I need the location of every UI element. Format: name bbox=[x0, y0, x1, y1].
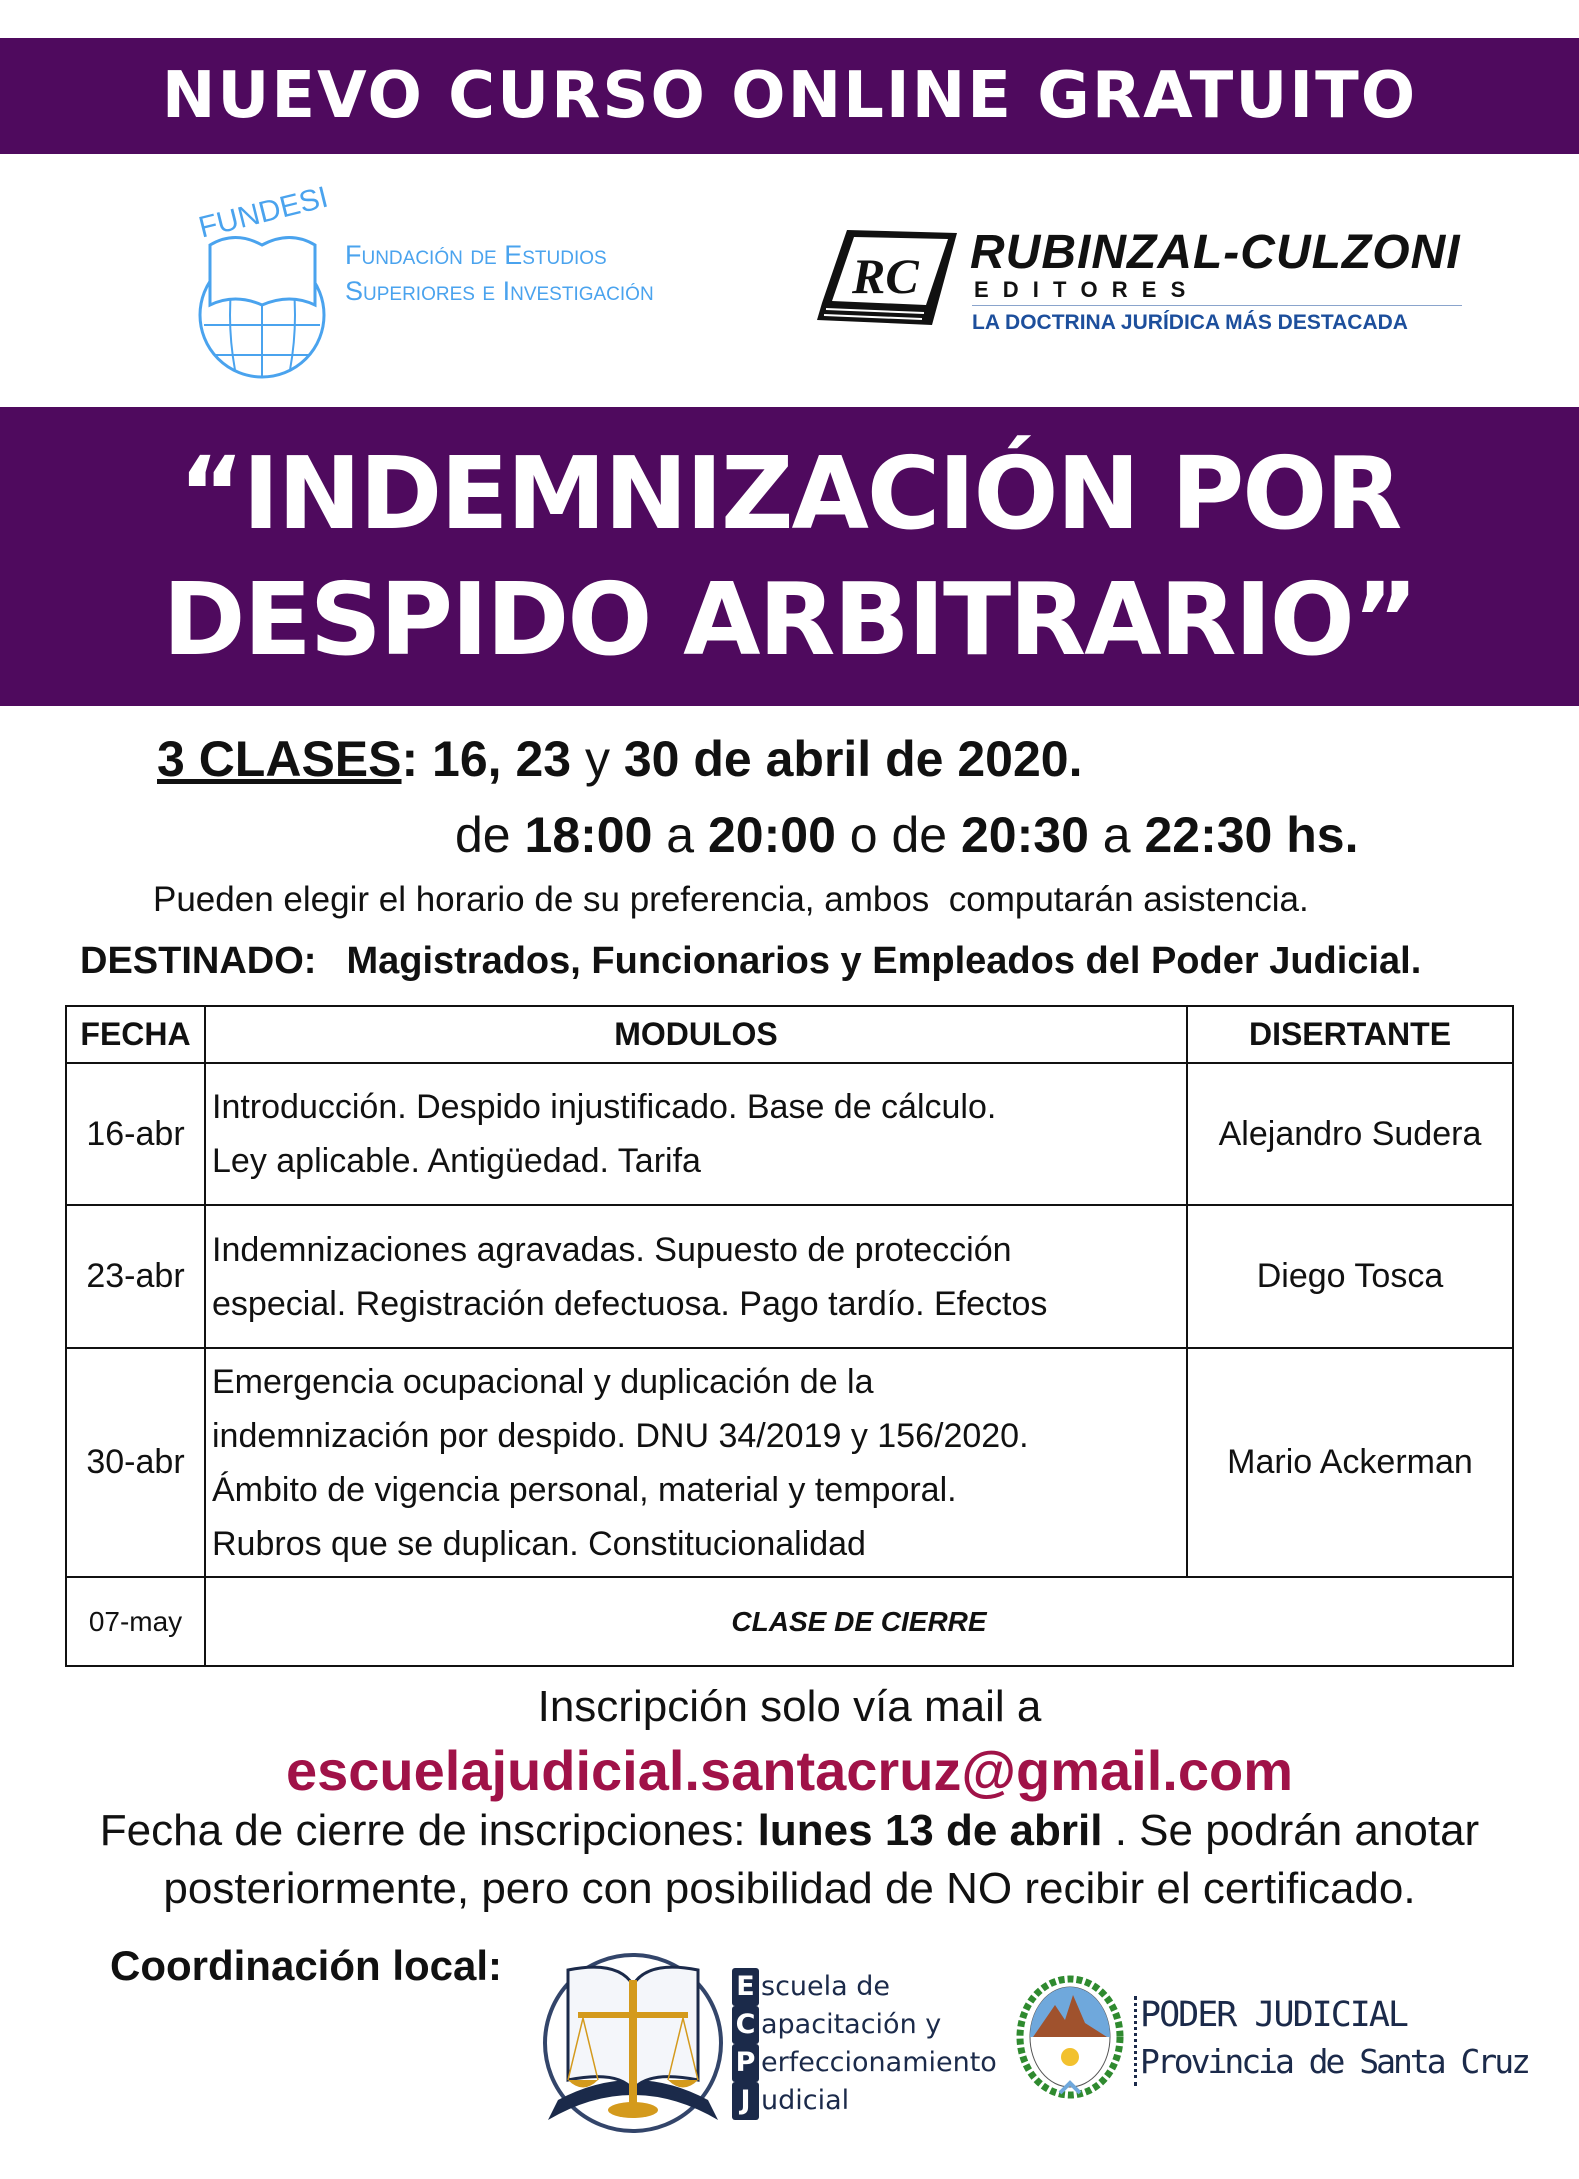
ecpj-line: C apacitación y bbox=[732, 2006, 997, 2044]
poder-judicial-title: PODER JUDICIAL bbox=[1140, 1995, 1408, 2035]
target-label: DESTINADO: bbox=[80, 940, 317, 982]
row-speaker: Diego Tosca bbox=[1187, 1205, 1513, 1348]
coordination-label: Coordinación local: bbox=[110, 1942, 503, 1989]
t-a1: a bbox=[652, 807, 708, 863]
ecpj-line: P erfeccionamiento bbox=[732, 2044, 997, 2082]
top-banner: NUEVO CURSO ONLINE GRATUITO bbox=[0, 38, 1579, 154]
poder-judicial-province: Provincia de Santa Cruz bbox=[1140, 2042, 1528, 2081]
table-row bbox=[66, 1063, 1513, 1205]
t-o: o de bbox=[835, 807, 961, 863]
row-date: 23-abr bbox=[66, 1205, 205, 1348]
module-line: Introducción. Despido injustificado. Base de cálculo. bbox=[212, 1088, 997, 1126]
dates-b: 30 de abril de 2020. bbox=[609, 731, 1083, 787]
registration-email[interactable]: escuelajudicial.santacruz@gmail.com bbox=[286, 1739, 1293, 1802]
deadline-c: . Se podrán anotar bbox=[1102, 1806, 1480, 1855]
dates-line bbox=[157, 730, 1082, 788]
time-2: 20:00 bbox=[708, 807, 836, 863]
time-4: 22:30 hs. bbox=[1144, 807, 1359, 863]
row-date: 16-abr bbox=[66, 1063, 205, 1205]
time-1: 18:00 bbox=[524, 807, 653, 863]
ecpj-wordmark bbox=[732, 1968, 997, 2120]
module-line: Ley aplicable. Antigüedad. Tarifa bbox=[212, 1142, 701, 1180]
svg-text:RC: RC bbox=[852, 248, 919, 304]
modules-table bbox=[65, 1005, 1514, 1667]
title-line-1: “INDEMNIZACIÓN POR bbox=[178, 435, 1401, 552]
row-speaker: Alejandro Sudera bbox=[1187, 1063, 1513, 1205]
deadline-line bbox=[0, 1806, 1579, 1856]
ecpj-line: J udicial bbox=[732, 2082, 997, 2120]
dates-y: y bbox=[584, 731, 610, 787]
row-speaker: Mario Ackerman bbox=[1187, 1348, 1513, 1577]
closing-date: 07-may bbox=[66, 1577, 205, 1666]
module-line: Rubros que se duplican. Constitucionalidad bbox=[212, 1524, 866, 1563]
table-row bbox=[66, 1348, 1513, 1577]
target-audience: Magistrados, Funcionarios y Empleados del Poder Judicial. bbox=[346, 940, 1422, 982]
fundesi-logo bbox=[190, 175, 750, 385]
closing-row bbox=[66, 1577, 1513, 1666]
row-date: 30-abr bbox=[66, 1348, 205, 1577]
table-header bbox=[66, 1006, 1513, 1063]
title-line-2: DESPIDO ARBITRARIO” bbox=[162, 561, 1417, 678]
fundesi-line1: Fundación de Estudios bbox=[345, 240, 607, 270]
t-de: de bbox=[455, 807, 525, 863]
ecpj-line: E scuela de bbox=[732, 1968, 997, 2006]
rc-book-icon bbox=[812, 225, 962, 333]
module-line: Ámbito de vigencia personal, material y temporal. bbox=[212, 1470, 957, 1509]
row-module bbox=[205, 1348, 1187, 1577]
module-line: indemnización por despido. DNU 34/2019 y 156/2020. bbox=[212, 1416, 1029, 1455]
module-line: especial. Registración defectuosa. Pago tardío. Efectos bbox=[212, 1284, 1048, 1323]
santa-cruz-coat-of-arms-icon bbox=[1015, 1975, 1125, 2105]
rubinzal-culzoni-logo bbox=[812, 225, 1462, 335]
header-fecha: FECHA bbox=[66, 1006, 205, 1063]
schedule-note: Pueden elegir el horario de su preferencia, ambos computarán asistencia. bbox=[153, 880, 1309, 919]
deadline-line-2: posteriormente, pero con posibilidad de NO recibir el certificado. bbox=[163, 1864, 1416, 1913]
scales-of-justice-icon bbox=[538, 1950, 728, 2136]
t-a2: a bbox=[1088, 807, 1145, 863]
deadline-a: Fecha de cierre de inscripciones: bbox=[99, 1806, 758, 1855]
time-3: 20:30 bbox=[961, 807, 1089, 863]
rc-title: RUBINZAL-CULZONI bbox=[970, 226, 1461, 279]
target-line bbox=[80, 940, 1421, 983]
registration-intro: Inscripción solo vía mail a bbox=[537, 1682, 1042, 1731]
table-row bbox=[66, 1205, 1513, 1348]
closing-label: CLASE DE CIERRE bbox=[205, 1577, 1513, 1666]
module-line: Emergencia ocupacional y duplicación de la bbox=[212, 1362, 874, 1401]
svg-text:FUNDESI: FUNDESI bbox=[195, 180, 332, 245]
module-line: Indemnizaciones agravadas. Supuesto de protección bbox=[212, 1230, 1012, 1269]
header-disertante: DISERTANTE bbox=[1187, 1006, 1513, 1063]
globe-book-icon bbox=[190, 175, 335, 385]
deadline-date: lunes 13 de abril bbox=[757, 1806, 1103, 1855]
fundesi-line2: Superiores e Investigación bbox=[345, 276, 654, 306]
time-line bbox=[455, 806, 1359, 864]
dates-a: : 16, 23 bbox=[401, 731, 585, 787]
row-module bbox=[205, 1063, 1187, 1205]
rc-editores: E D I T O R E S bbox=[974, 277, 1190, 302]
rc-tagline: LA DOCTRINA JURÍDICA MÁS DESTACADA bbox=[972, 311, 1408, 334]
row-module bbox=[205, 1205, 1187, 1348]
course-title bbox=[0, 407, 1579, 706]
header-modulos: MODULOS bbox=[205, 1006, 1187, 1063]
classes-label: 3 CLASES bbox=[157, 731, 402, 787]
